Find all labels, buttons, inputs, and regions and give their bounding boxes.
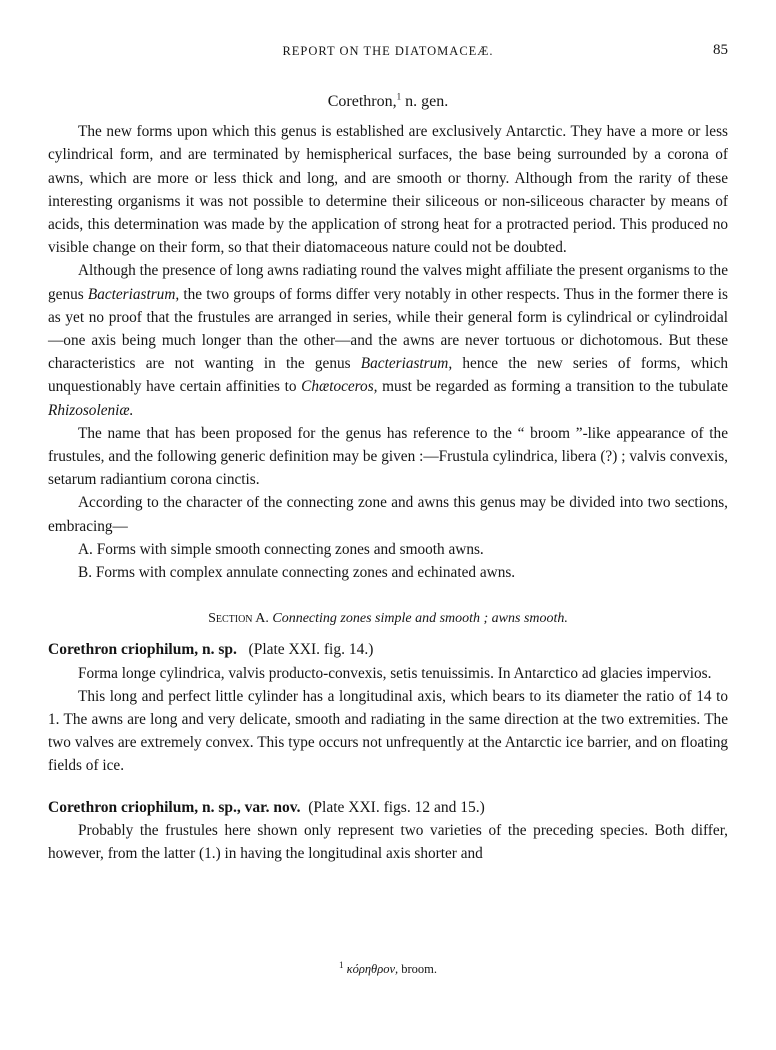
taxon-name: Bacteriastrum, — [87, 285, 180, 303]
text-run: Although the presence of long awns radiating round the valves might affiliate the present organisms to the genus — [48, 262, 728, 303]
paragraph-affinities — [48, 259, 728, 421]
footnote-marker: 1 — [396, 91, 402, 102]
footnote-meaning: broom. — [401, 962, 438, 976]
plate-reference: (Plate XXI. fig. 14.) — [248, 641, 374, 659]
species-description: This long and perfect little cylinder has a longitudinal axis, which bears to its diameter the ratio of 14 to 1. The awns are long and very delicate, smooth and radiating in the same direction at the two extremities. The two valves are extremely convex. This type occurs not unfrequently at the Antarctic ice barrier, and on floating fields of ice. — [48, 687, 728, 775]
text-run: the two groups of forms differ very notably in other respects. Thus in the former there is as yet no proof that the frustules are arranged in series, while their general form is cylindrical or cylindroidal—one axis being much longer than the other—and the awns are never tortuous or dichotomous. But these characteristics are not wanting in the genus — [48, 285, 728, 373]
genus-title — [48, 90, 728, 113]
text-run: must be regarded as forming a transition to the tubulate — [377, 378, 728, 396]
section-label: Section A. — [208, 611, 269, 627]
species-diagnosis: Forma longe cylindrica, valvis producto-convexis, setis tenuissimis. In Antarctico ad glacies impervios. — [78, 664, 712, 682]
body-text — [48, 90, 728, 865]
section-a-heading — [48, 607, 728, 630]
footnote-number: 1 — [338, 959, 344, 970]
genus-suffix: n. gen. — [401, 93, 449, 110]
running-title: REPORT ON THE DIATOMACEÆ. — [282, 44, 494, 58]
species-description: Probably the frustules here shown only represent two varieties of the preceding species. Both differ, however, from the latter (1.) in having the longitudinal axis shorter and — [48, 821, 728, 863]
genus-name: Corethron, — [327, 93, 397, 110]
page-number: 85 — [713, 42, 728, 58]
section-title: Connecting zones simple and smooth ; awns smooth. — [272, 611, 568, 627]
plate-reference: (Plate XXI. figs. 12 and 15.) — [308, 798, 485, 816]
text-run: hence the new series of forms, which unquestionably have certain affinities to — [48, 355, 728, 396]
paragraph-definition: The name that has been proposed for the genus has reference to the “ broom ”-like appearance of the frustules, and the following generic definition may be given :—Frustula cylindrica, libera (?) ; valvis convexis, setarum radiantium corona cinctis. — [48, 424, 728, 489]
species-heading-1 — [48, 638, 728, 661]
taxon-name: Chætoceros, — [301, 378, 378, 396]
section-list-item-a: A. Forms with simple smooth connecting zones and smooth awns. — [78, 540, 484, 558]
species-heading-2 — [48, 796, 728, 819]
paragraph-intro: The new forms upon which this genus is established are exclusively Antarctic. They have a more or less cylindrical form, and are terminated by hemispherical surfaces, the base being surrounded by a corona of awns, which are more or less thick and long, and are smooth or thorny. Although from the rarity of these interesting organisms it was not possible to determine their siliceous or non-siliceous character by means of acids, this determination was made by the application of strong heat for a protracted period. This produced no visible change on their form, so that their diatomaceous nature could not be doubted. — [48, 123, 728, 257]
running-head — [48, 44, 728, 66]
taxon-name: Rhizosoleniæ. — [48, 401, 134, 419]
species-name: Corethron criophilum, n. sp. — [48, 641, 237, 659]
taxon-name: Bacteriastrum, — [360, 355, 453, 373]
footnote — [48, 959, 728, 977]
section-list-item-b: B. Forms with complex annulate connecting zones and echinated awns. — [78, 564, 516, 582]
species-name: Corethron criophilum, n. sp., var. nov. — [48, 798, 301, 816]
paragraph-sections-intro: According to the character of the connecting zone and awns this genus may be divided into two sections, embracing— — [48, 494, 728, 535]
footnote-greek: κόρηθρον, — [346, 962, 399, 976]
